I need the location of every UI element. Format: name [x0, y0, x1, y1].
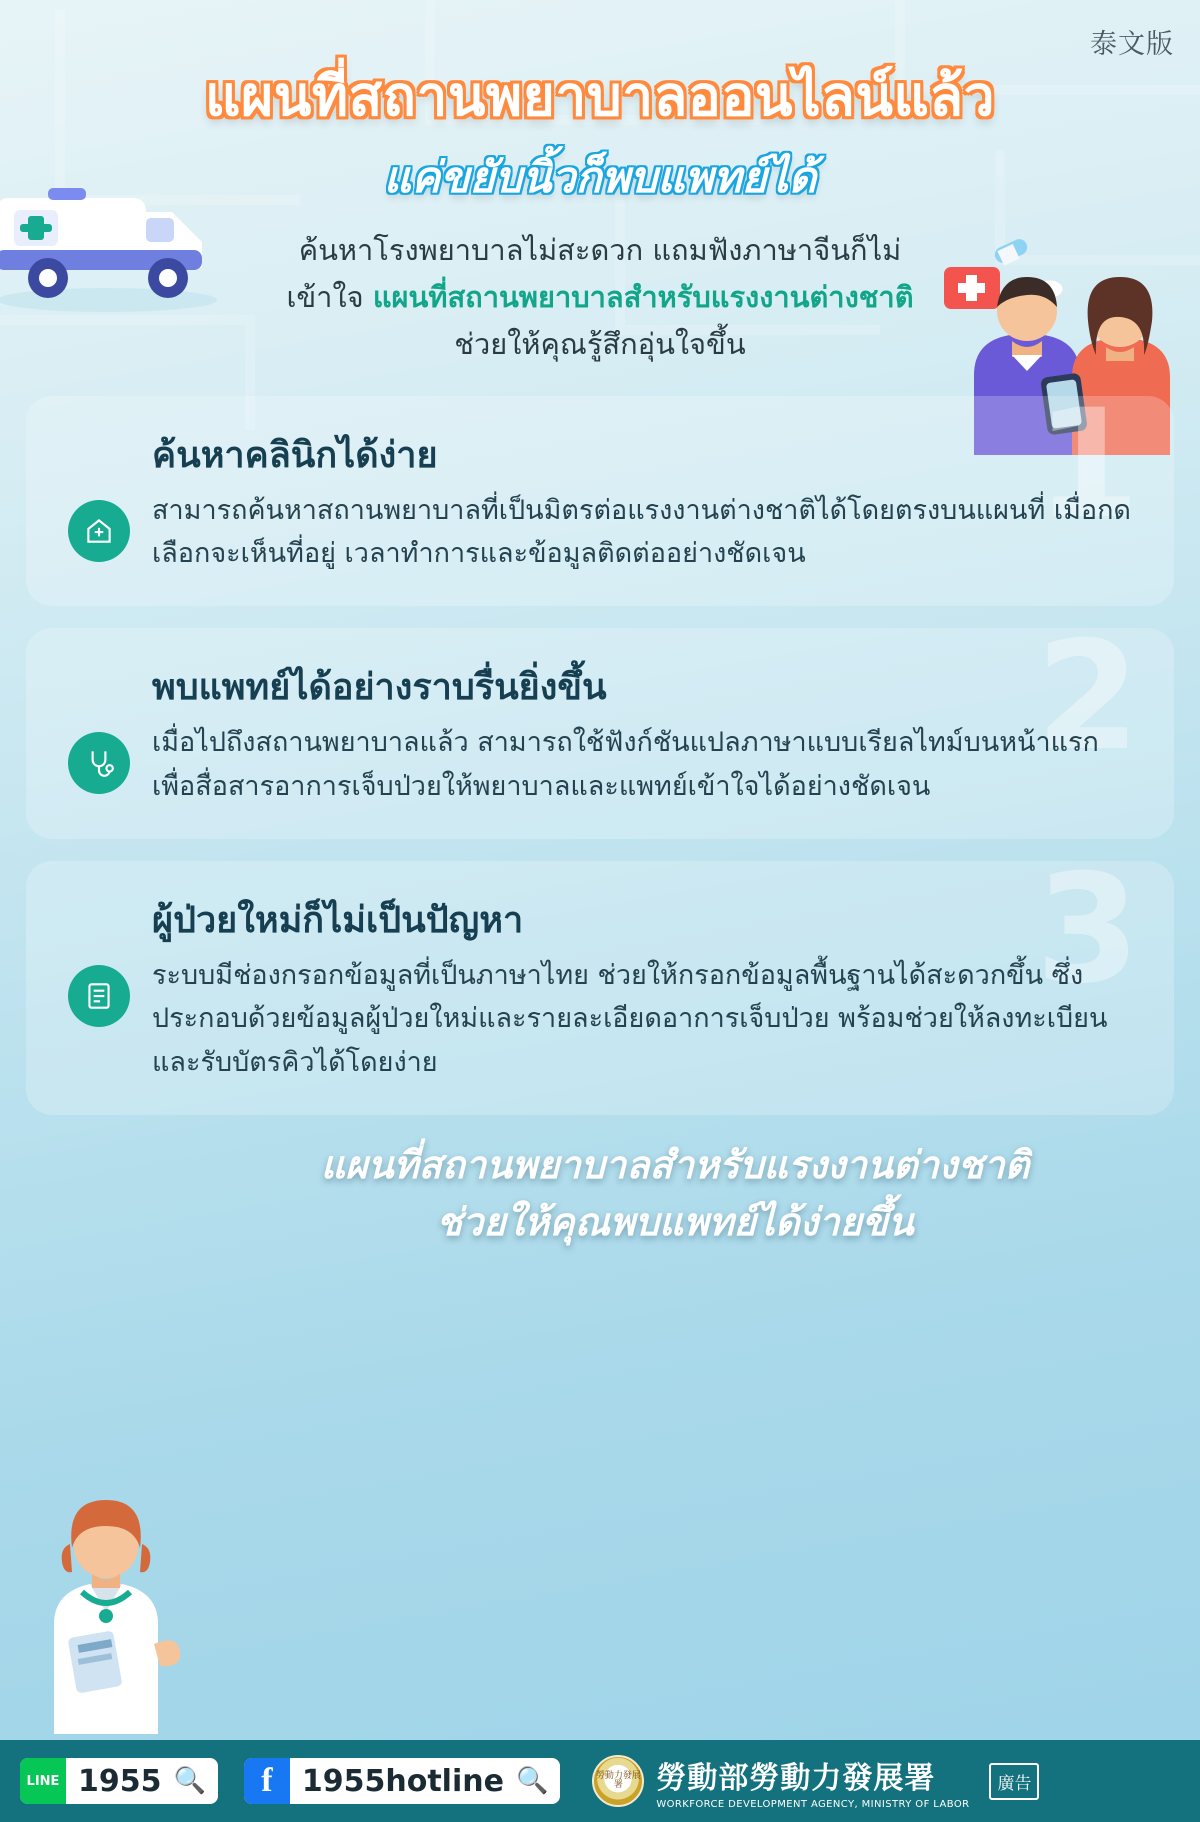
closing-message [0, 1137, 1200, 1251]
magnifier-icon-line[interactable]: 🔍 [173, 1766, 206, 1796]
card-text-2: เมื่อไปถึงสถานพยาบาลแล้ว สามารถใช้ฟังก์ชันแปลภาษาแบบเรียลไทม์บนหน้าแรกเพื่อสื่อสารอาการเจ็บป่วยให้พยาบาลและแพทย์เข้าใจได้อย่างชัดเจน [152, 727, 1099, 802]
page-title: แผนที่สถานพยาบาลออนไลน์แล้ว [205, 64, 995, 128]
closing-line-1: แผนที่สถานพยาบาลสำหรับแรงงานต่างชาติ [320, 1142, 1030, 1187]
card-title-1: ค้นหาคลินิกได้ง่าย [152, 434, 438, 476]
agency-names [656, 1753, 969, 1810]
intro-text-highlight: แผนที่สถานพยาบาลสำหรับแรงงานต่างชาติ [372, 279, 914, 314]
intro-paragraph [280, 227, 920, 368]
line-number: 1955 [78, 1763, 162, 1799]
magnifier-icon-facebook[interactable]: 🔍 [515, 1766, 549, 1796]
language-version-tag: 泰文版 [1090, 29, 1174, 60]
footer-bar [0, 1740, 1200, 1822]
card-text-3: ระบบมีช่องกรอกข้อมูลที่เป็นภาษาไทย ช่วยให้กรอกข้อมูลพื้นฐานได้สะดวกขึ้น ซึ่งประกอบด้วยข้อมูลผู้ป่วยใหม่และรายละเอียดอาการเจ็บป่วย พร้อมช่วยให้ลงทะเบียนและรับบัตรคิวได้โดยง่าย [152, 959, 1108, 1079]
page-subtitle: แค่ขยับนิ้วก็พบแพทย์ได้ [383, 152, 817, 203]
line-icon: LINE [20, 1758, 66, 1804]
form-icon [68, 965, 130, 1027]
card-number-2: 2 [1035, 628, 1140, 785]
card-text-1: สามารถค้นหาสถานพยาบาลที่เป็นมิตรต่อแรงงานต่างชาติได้โดยตรงบนแผนที่ เมื่อกดเลือกจะเห็นที่อยู่ เวลาทำการและข้อมูลติดต่ออย่างชัดเจน [152, 494, 1131, 570]
line-pill[interactable] [20, 1758, 218, 1804]
card-title-3: ผู้ป่วยใหม่ก็ไม่เป็นปัญหา [152, 899, 524, 941]
line-contact-group[interactable] [20, 1758, 218, 1804]
feature-card-3 [26, 861, 1174, 1115]
facebook-icon: f [244, 1758, 290, 1804]
facebook-contact-group[interactable] [244, 1758, 560, 1804]
doctor-illustration [14, 1484, 214, 1734]
intro-text-part1: ค้นหาโรงพยาบาลไม่สะดวก แถมฟังภาษาจีนก็ไม่เข้าใจ [286, 232, 902, 314]
card-title-2: พบแพทย์ได้อย่างราบรื่นยิ่งขึ้น [152, 667, 607, 709]
facebook-pill[interactable] [244, 1758, 560, 1804]
card-number-3: 3 [1035, 860, 1140, 1017]
header [0, 0, 1200, 368]
advertisement-label: 廣告 [989, 1763, 1039, 1800]
facebook-handle: 1955hotline [301, 1763, 504, 1799]
feature-card-2 [26, 628, 1174, 838]
stethoscope-icon [68, 732, 130, 794]
feature-card-list [0, 396, 1200, 1115]
agency-seal-icon: 勞動力發展署 [592, 1755, 644, 1807]
closing-line-2: ช่วยให้คุณพบแพทย์ได้ง่ายขึ้น [436, 1199, 914, 1244]
hospital-icon [68, 500, 130, 562]
agency-block [592, 1753, 1039, 1810]
agency-name-en: WORKFORCE DEVELOPMENT AGENCY, MINISTRY OF LABOR [656, 1798, 970, 1810]
intro-text-part2: ช่วยให้คุณรู้สึกอุ่นใจขึ้น [454, 326, 746, 361]
card-number-1: 1 [1035, 395, 1140, 552]
feature-card-1 [26, 396, 1174, 606]
agency-name-cn: 勞動部勞動力發展署 [656, 1760, 936, 1796]
